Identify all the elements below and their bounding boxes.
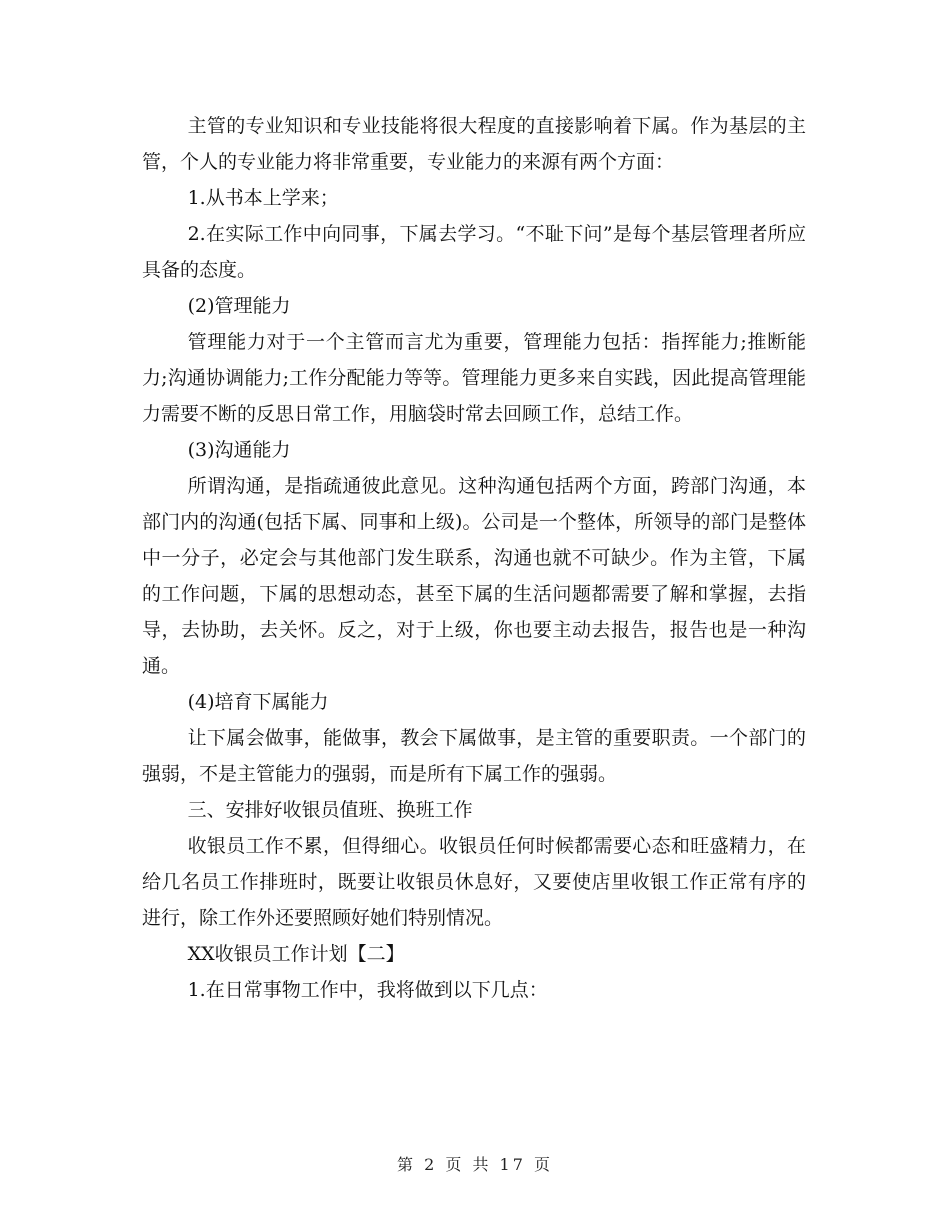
paragraph: 管理能力对于一个主管而言尤为重要，管理能力包括：指挥能力;推断能力;沟通协调能力;工作分配能力等等。管理能力更多来自实践，因此提高管理能力需要不断的反思日常工作，用脑袋时常去回顾工作，总结工作。	[142, 331, 806, 425]
paragraph: 1.在日常事物工作中，我将做到以下几点：	[187, 979, 548, 1001]
paragraph: 2.在实际工作中向同事，下属去学习。“不耻下问”是每个基层管理者所应具备的态度。	[142, 223, 806, 281]
body-text	[142, 108, 806, 1008]
paragraph: 1.从书本上学来；	[187, 187, 339, 209]
section-heading: (3)沟通能力	[187, 439, 291, 461]
paragraph: 主管的专业知识和专业技能将很大程度的直接影响着下属。作为基层的主管，个人的专业能力将非常重要，专业能力的来源有两个方面：	[142, 115, 806, 173]
paragraph: 让下属会做事，能做事，教会下属做事，是主管的重要职责。一个部门的强弱，不是主管能力的强弱，而是所有下属工作的强弱。	[142, 727, 806, 785]
paragraph: 收银员工作不累，但得细心。收银员任何时候都需要心态和旺盛精力，在给几名员工作排班时，既要让收银员休息好，又要使店里收银工作正常有序的进行，除工作外还要照顾好她们特别情况。	[142, 835, 806, 929]
section-heading: (2)管理能力	[187, 295, 291, 317]
section-heading: XX收银员工作计划【二】	[187, 943, 405, 965]
section-heading: (4)培育下属能力	[187, 691, 329, 713]
section-heading: 三、安排好收银员值班、换班工作	[187, 799, 473, 821]
paragraph: 所谓沟通，是指疏通彼此意见。这种沟通包括两个方面，跨部门沟通，本部门内的沟通(包括下属、同事和上级)。公司是一个整体，所领导的部门是整体中一分子，必定会与其他部门发生联系，沟通也就不可缺少。作为主管，下属的工作问题，下属的思想动态，甚至下属的生活问题都需要了解和掌握，去指导，去协助，去关怀。反之，对于上级，你也要主动去报告，报告也是一种沟通。	[142, 475, 806, 677]
page-footer: 第 2 页 共 17 页	[397, 1155, 553, 1174]
